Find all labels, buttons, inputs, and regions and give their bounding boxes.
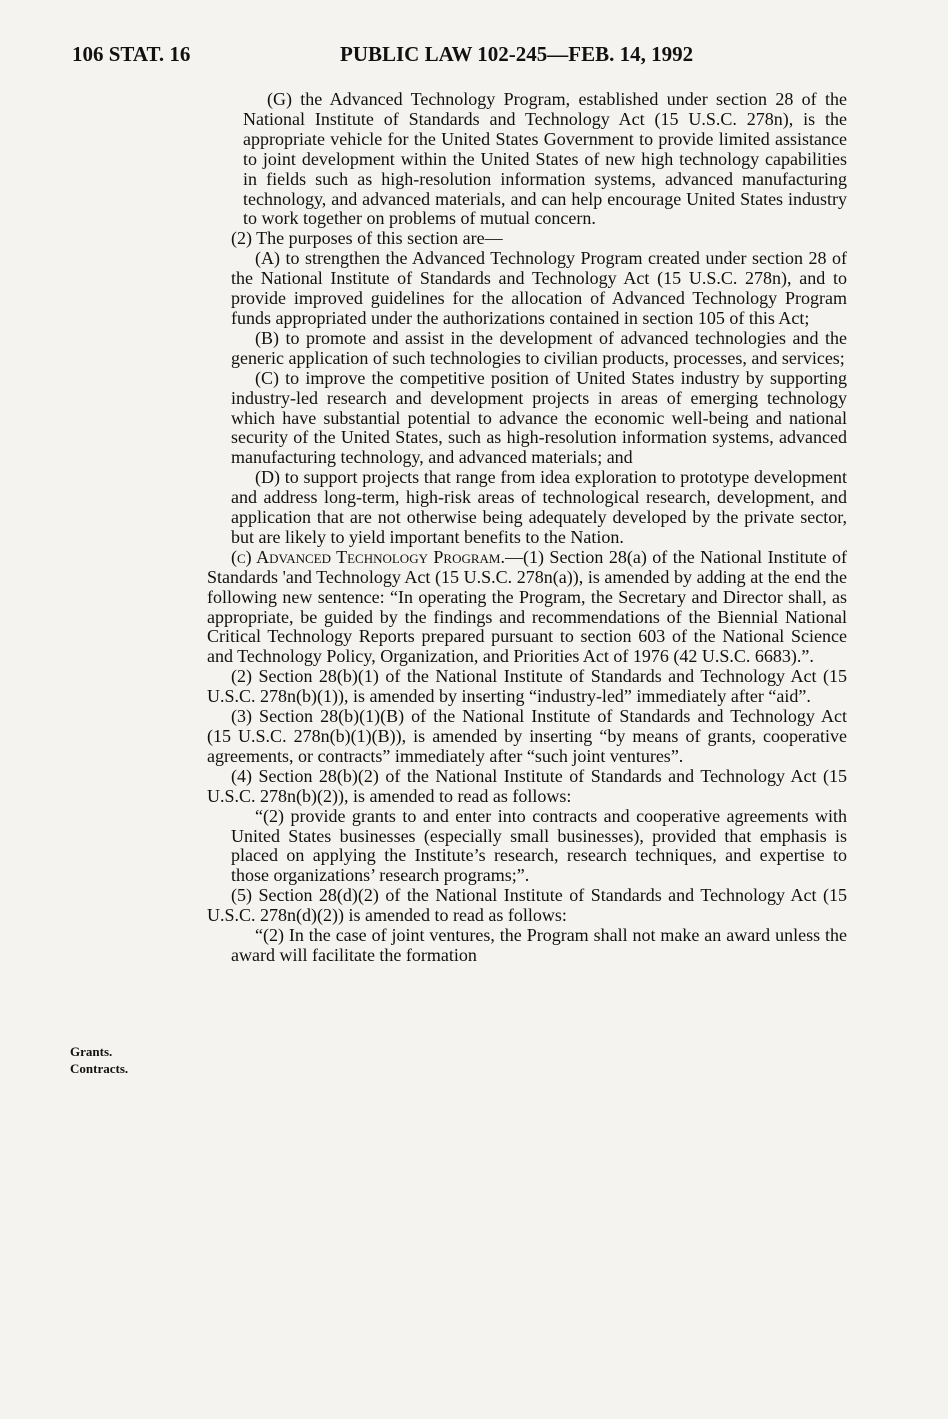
paragraph-a: (A) to strengthen the Advanced Technology Program created under section 28 of the National Institute of Standards and Technology Act (15 U.S.C. 278n), and to provide improved guidelines for the allocation of Advanced Technology Program funds appropriated under the authorizations contained in section 105 of this Act; xyxy=(231,248,847,328)
paragraph-c3: (3) Section 28(b)(1)(B) of the National Institute of Standards and Technology Act (15 U.S.C. 278n(b)(1)(B)), is amended by inserting “by means of grants, cooperative agreements, or contracts” immediately after “such joint ventures”. xyxy=(207,706,847,766)
paragraph-c: (C) to improve the competitive position of United States industry by supporting industry-led research and development projects in areas of emerging technology which have substantial potential to advance the economic well-being and national security of the United States, such as high-resolution information systems, advanced manufacturing technology, and advanced materials; and xyxy=(231,367,847,468)
paragraph-d: (D) to support projects that range from idea exploration to prototype development and address long-term, high-risk areas of technological research, development, and application that are not otherwise being adequately developed by the private sector, but are likely to yield important benefits to the Nation. xyxy=(231,467,847,547)
margin-note-grants: Grants. xyxy=(70,1044,113,1059)
section-c-text: —(1) Section 28(a) of the National Institute of Standards 'and Technology Act (15 U.S.C. 278n(a)), is amended by adding at the end the following new sentence: “In operating the Program, the Secretary and Director shall, as appropriate, be guided by the findings and recommendations of the Biennial National Critical Technology Reports prepared pursuant to section 603 of the National Science and Technology Policy, Organization, and Priorities Act of 1976 (42 U.S.C. 6683).”. xyxy=(207,546,847,667)
statute-body xyxy=(207,90,847,966)
paragraph-c5-quote: “(2) In the case of joint ventures, the Program shall not make an award unless the award will facilitate the formation xyxy=(231,925,847,965)
paragraph-b: (B) to promote and assist in the development of advanced technologies and the generic application of such technologies to civilian products, processes, and services; xyxy=(231,327,847,368)
section-c xyxy=(207,548,847,667)
margin-note xyxy=(70,1043,128,1077)
paragraph-2: (2) The purposes of this section are— xyxy=(231,228,503,249)
section-c-heading: (c) Advanced Technology Program. xyxy=(231,546,505,567)
public-law-title: PUBLIC LAW 102-245—FEB. 14, 1992 xyxy=(340,42,694,66)
paragraph-c5: (5) Section 28(d)(2) of the National Institute of Standards and Technology Act (15 U.S.C. 278n(d)(2)) is amended to read as follows: xyxy=(207,885,847,926)
statute-page-number: 106 STAT. 16 xyxy=(72,42,191,66)
paragraph-c4-quote: “(2) provide grants to and enter into contracts and cooperative agreements with United States businesses (especially small businesses), provided that emphasis is placed on applying the Institute’s research, research techniques, and expertise to those organizations’ research programs;”. xyxy=(231,805,847,886)
margin-note-contracts: Contracts. xyxy=(70,1061,129,1076)
paragraph-g: (G) the Advanced Technology Program, established under section 28 of the National Institute of Standards and Technology Act (15 U.S.C. 278n), is the appropriate vehicle for the United States Government to provide limited assistance to joint development within the United States of new high technology capabilities in fields such as high-resolution information systems, advanced manufacturing technology, and advanced materials, and can help encourage United States industry to work together on problems of mutual concern. xyxy=(243,89,847,229)
page-header xyxy=(72,42,872,72)
paragraph-c4: (4) Section 28(b)(2) of the National Institute of Standards and Technology Act (15 U.S.C. 278n(b)(2)), is amended to read as follows: xyxy=(207,765,847,806)
paragraph-c2: (2) Section 28(b)(1) of the National Institute of Standards and Technology Act (15 U.S.C. 278n(b)(1)), is amended by inserting “industry-led” immediately after “aid”. xyxy=(207,666,847,707)
